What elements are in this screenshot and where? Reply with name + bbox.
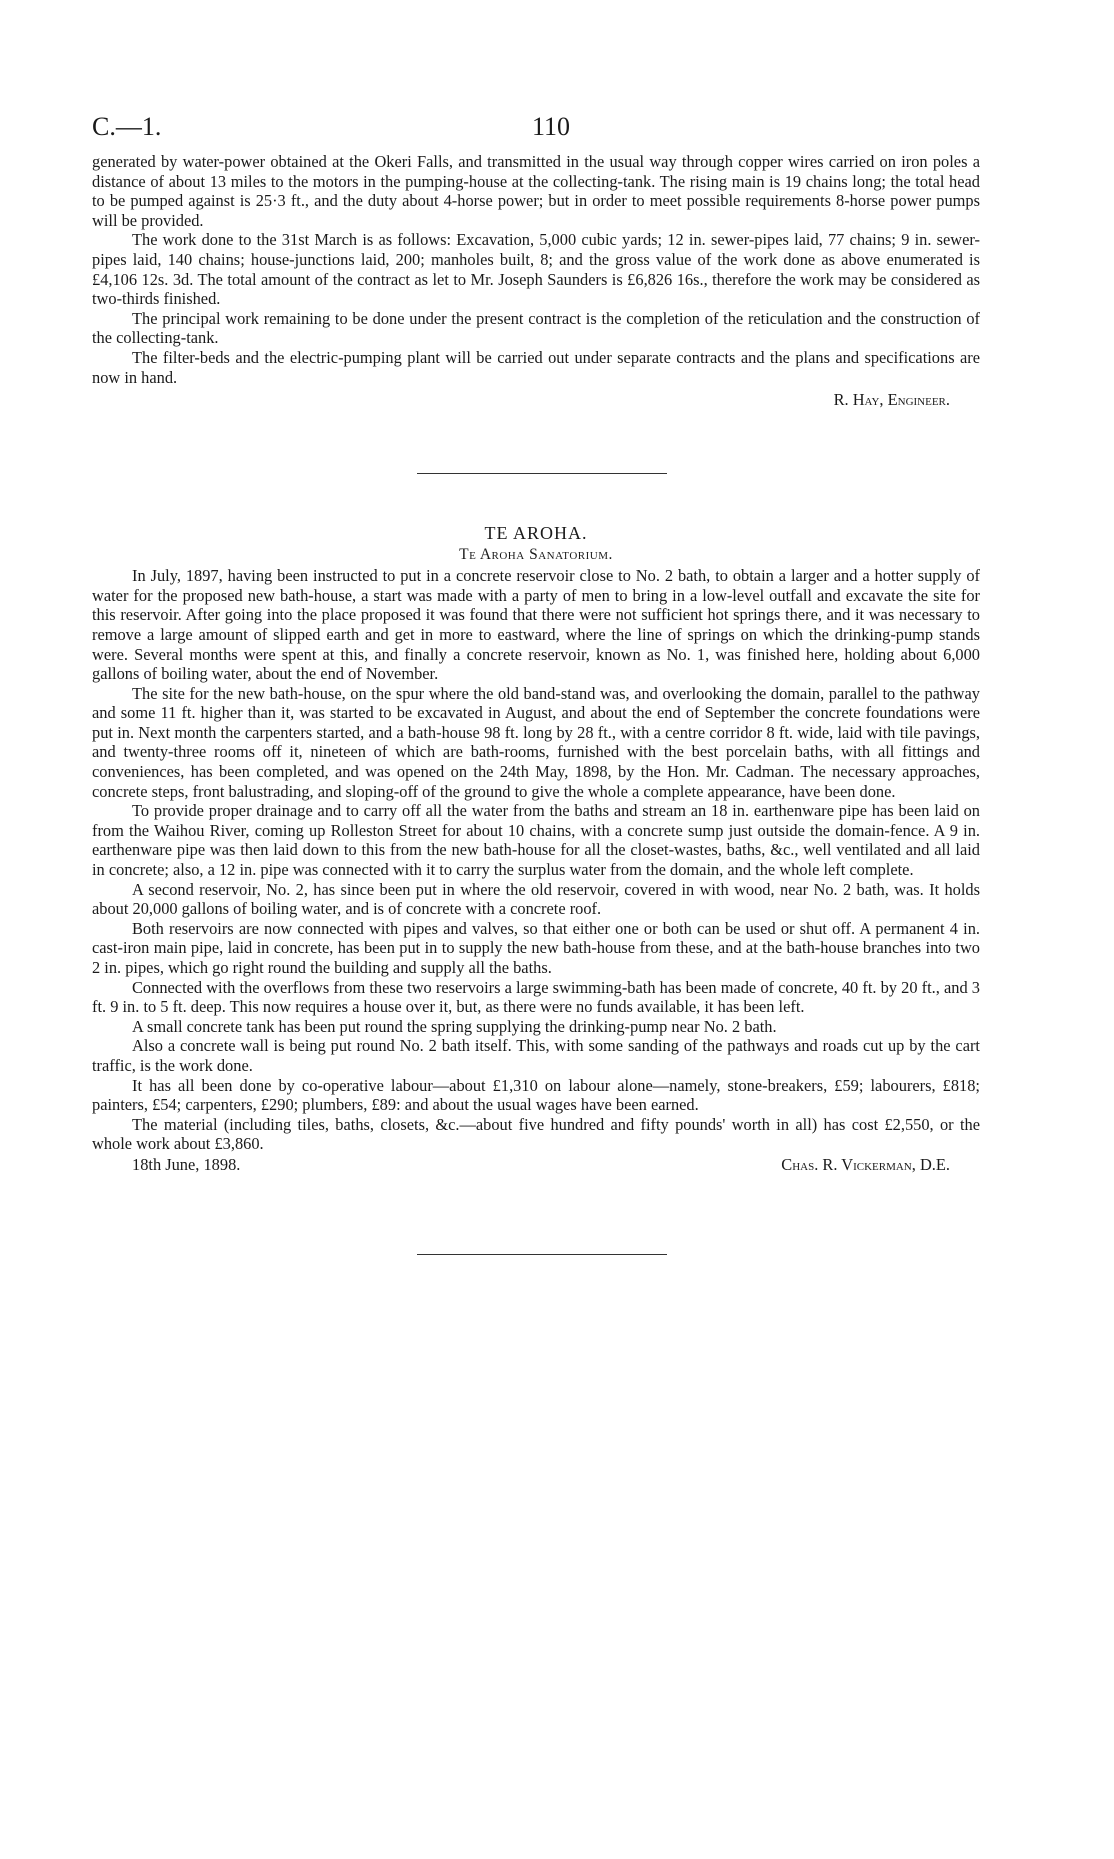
paragraph-concrete-tank: A small concrete tank has been put round the spring supplying the drinking-pump near No. 2 bath. [132,1016,777,1036]
document-reference: C.—1. [92,112,162,141]
paragraph-material-costs: The material (including tiles, baths, closets, &c.—about five hundred and fifty pounds' worth in all) has cost £2,550, or the whole work about £3,860. [92,1114,980,1154]
te-aroha-section [92,522,980,1176]
paragraph-work-done: The work done to the 31st March is as follows: Excavation, 5,000 cubic yards; 12 in. sewer-pipes laid, 77 chains; 9 in. sewer-pipes laid, 140 chains; house-junctions laid, 200; manholes built, 8; and the gross value of the work done as above enumerated is £4,106 12s. 3d. The total amount of the contract as let to Mr. Joseph Saunders is £6,826 16s., therefore the work may be considered as two-thirds finished. [92,230,980,309]
section-subtitle: Te Aroha Sanatorium. [459,546,613,564]
page-header [92,112,980,152]
report-date: 18th June, 1898. [132,1154,241,1174]
dateline [92,1154,980,1176]
paragraph-concrete-wall: Also a concrete wall is being put round No. 2 bath itself. This, with some sanding of the pathways and roads cut up by the cart traffic, is the work done. [92,1036,980,1075]
end-divider [417,1254,667,1255]
paragraph-reservoir-two: A second reservoir, No. 2, has since been put in where the old reservoir, covered in with wood, near No. 2 bath, was. It holds about 20,000 gallons of boiling water, and is of concrete with a concrete roof. [92,879,980,919]
paragraph-filter-beds: The filter-beds and the electric-pumping plant will be carried out under separate contracts and the plans and specifications are now in hand. [92,347,980,387]
paragraph-continuation: generated by water-power obtained at the Okeri Falls, and transmitted in the usual way through copper wires carried on iron poles a distance of about 13 miles to the motors in the pumping-house at the collecting-tank. The rising main is 19 chains long; the total head to be pumped against is 25·3 ft., and the duty about 4-horse power; but in order to meet possible requirements 8-horse power pumps will be provided. [92,152,980,230]
district-engineer-signature: Chas. R. Vickerman, D.E. [781,1154,950,1174]
engineer-report-section [92,152,980,411]
paragraph-swimming-bath: Connected with the overflows from these two reservoirs a large swimming-bath has been made of concrete, 40 ft. by 20 ft., and 3 ft. 9 in. to 5 ft. deep. This now requires a house over it, but, as there were no funds available, it has been left. [92,977,980,1017]
page-number: 110 [532,112,571,141]
paragraph-drainage: To provide proper drainage and to carry off all the water from the baths and stream an 18 in. earthenware pipe has been laid on from the Waihou River, coming up Rolleston Street for about 10 chains, with a concrete sump just outside the domain-fence. A 9 in. earthenware pipe was then laid down to this from the new bath-house for all the closet-wastes, baths, &c., well ventilated and all laid in concrete; also, a 12 in. pipe was connected with it to carry the surplus water from the domain, and the whole left complete. [92,801,980,880]
paragraph-remaining-work: The principal work remaining to be done under the present contract is the completion of the reticulation and the construction of the collecting-tank. [92,308,980,348]
section-title: TE AROHA. [484,523,588,544]
paragraph-bath-house: The site for the new bath-house, on the spur where the old band-stand was, and overlooking the domain, parallel to the pathway and some 11 ft. higher than it, was started to be excavated in August, and about the end of September the concrete foundations were put in. Next month the carpenters started, and a bath-house 98 ft. long by 28 ft., with a centre corridor 8 ft. wide, laid with tile pavings, and twenty-three rooms off it, nineteen of which are bath-rooms, furnished with the best porcelain baths, with all fittings and conveniences, has been completed, and was opened on the 24th May, 1898, by the Hon. Mr. Cadman. The necessary approaches, concrete steps, front balustrading, and sloping-off of the ground to give the whole a complete appearance, have been done. [92,683,980,801]
paragraph-reservoir-one: In July, 1897, having been instructed to put in a concrete reservoir close to No. 2 bath, to obtain a larger and a hotter supply of water for the proposed new bath-house, a start was made with a party of men to bring in a low-level outfall and excavate the site for this reservoir. After going into the place proposed it was found that there were not sufficient hot springs there, and it was necessary to remove a large amount of slipped earth and get in more to eastward, where the line of springs on which the drinking-pump stands were. Several months were spent at this, and finally a concrete reservoir, known as No. 1, was finished here, holding about 6,000 gallons of boiling water, about the end of November. [92,566,980,684]
engineer-signature: R. Hay, Engineer. [833,390,950,410]
paragraph-pipes-valves: Both reservoirs are now connected with pipes and valves, so that either one or both can be used or shut off. A permanent 4 in. cast-iron main pipe, laid in concrete, has been put in to supply the new bath-house from these, and at the bath-house branches into two 2 in. pipes, which go right round the building and supply all the baths. [92,918,980,977]
paragraph-labour-costs: It has all been done by co-operative labour—about £1,310 on labour alone—namely, stone-breakers, £59; labourers, £818; painters, £54; carpenters, £290; plumbers, £89: and about the usual wages have been earned. [92,1075,980,1115]
section-divider [417,473,667,474]
document-page [92,112,980,1255]
